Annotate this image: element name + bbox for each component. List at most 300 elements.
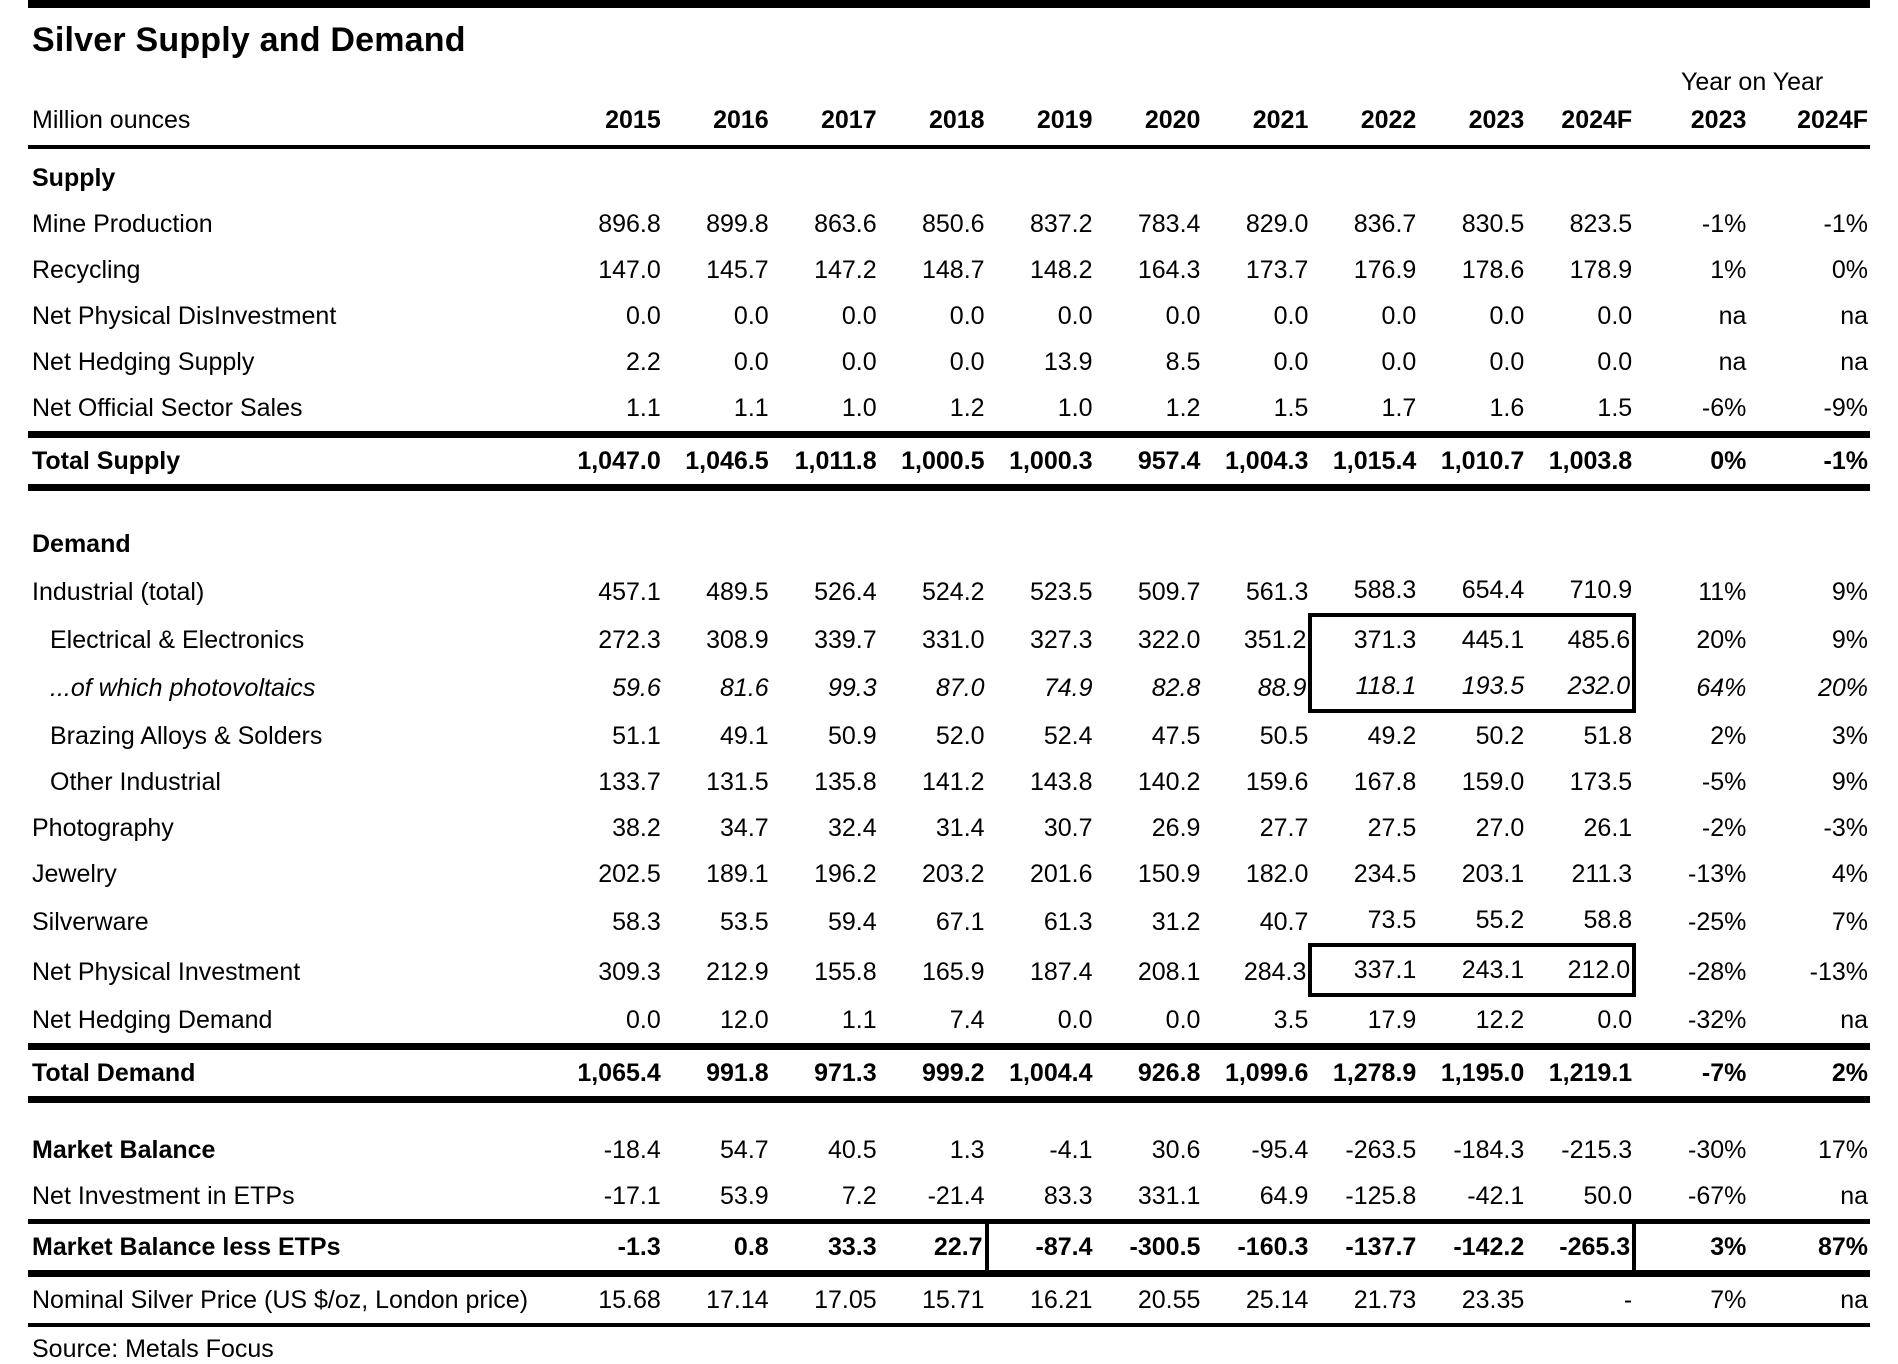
value-cell — [1310, 147, 1418, 201]
value-cell — [1634, 515, 1748, 567]
table-row — [28, 805, 1870, 851]
value-cell: 850.6 — [922, 210, 985, 238]
value-cell: -32% — [1688, 1006, 1747, 1034]
value-cell: 31.2 — [1151, 908, 1201, 936]
value-cell: 0.0 — [1057, 302, 1093, 330]
value-cell: 22.7 — [879, 1222, 987, 1274]
value-cell: 3% — [1634, 1222, 1748, 1274]
value-cell: 58.3 — [612, 908, 661, 936]
value-cell: -17.1 — [603, 1182, 661, 1210]
value-cell — [663, 515, 771, 567]
value-cell: 208.1 — [1137, 958, 1201, 986]
value-cell: -2% — [1701, 814, 1747, 842]
value-cell: 1% — [1710, 256, 1747, 284]
value-cell: 17.14 — [663, 1274, 771, 1326]
value-cell: 187.4 — [1029, 958, 1093, 986]
value-cell: 0.0 — [625, 1006, 661, 1034]
row-label: Jewelry — [32, 860, 117, 888]
value-cell: 0.0 — [1381, 302, 1417, 330]
value-cell: 1,011.8 — [771, 435, 879, 488]
value-cell: 61.3 — [1043, 908, 1093, 936]
value-cell — [1748, 147, 1870, 201]
value-cell: 159.6 — [1245, 768, 1309, 796]
value-cell: 0.0 — [841, 302, 877, 330]
value-cell: 1,219.1 — [1526, 1047, 1634, 1100]
value-cell — [879, 515, 987, 567]
value-cell: 351.2 — [1243, 626, 1307, 654]
table-row — [28, 615, 1870, 663]
table-row — [28, 435, 1870, 488]
value-cell: na — [1840, 1182, 1868, 1210]
column-header-2017: 2017 — [771, 97, 879, 147]
value-cell: -13% — [1688, 860, 1747, 888]
value-cell: 331.1 — [1137, 1182, 1201, 1210]
value-cell — [663, 147, 771, 201]
value-cell: -1% — [1748, 435, 1870, 488]
value-cell: 8.5 — [1165, 348, 1201, 376]
value-cell: -215.3 — [1561, 1136, 1633, 1164]
unit-label: Million ounces — [28, 97, 555, 147]
value-cell: 82.8 — [1151, 674, 1201, 702]
value-cell: 147.2 — [814, 256, 877, 284]
value-cell: 371.3 — [1310, 615, 1418, 663]
table-row — [28, 1222, 1870, 1274]
value-cell: -28% — [1688, 958, 1747, 986]
table-row — [28, 567, 1870, 615]
row-label: Recycling — [32, 256, 141, 284]
value-cell: 118.1 — [1310, 663, 1418, 711]
value-cell: 309.3 — [598, 958, 661, 986]
value-cell: 322.0 — [1137, 626, 1201, 654]
value-cell: 47.5 — [1151, 722, 1201, 750]
value-cell: 1.1 — [841, 1006, 877, 1034]
table-row — [28, 385, 1870, 435]
value-cell: 971.3 — [771, 1047, 879, 1100]
value-cell: 53.5 — [720, 908, 769, 936]
row-label: Total Demand — [28, 1047, 555, 1100]
value-cell: 823.5 — [1569, 210, 1633, 238]
value-cell: -3% — [1823, 814, 1868, 842]
value-cell: 7.4 — [949, 1006, 985, 1034]
value-cell: 73.5 — [1367, 906, 1417, 934]
value-cell: -87.4 — [987, 1222, 1095, 1274]
value-cell: 1.0 — [841, 394, 877, 422]
value-cell: 2.2 — [625, 348, 661, 376]
value-cell: 9% — [1831, 768, 1868, 796]
column-header-2024F: 2024F — [1526, 97, 1634, 147]
value-cell: 23.35 — [1418, 1274, 1526, 1326]
value-cell: 1.6 — [1489, 394, 1525, 422]
value-cell: 7.2 — [841, 1182, 877, 1210]
value-cell: 50.9 — [827, 722, 877, 750]
column-header-2015: 2015 — [555, 97, 663, 147]
value-cell: 1.2 — [1165, 394, 1201, 422]
spacer-cell — [28, 488, 1870, 516]
value-cell: 0.0 — [1489, 348, 1525, 376]
value-cell: 284.3 — [1243, 958, 1307, 986]
value-cell: 0.0 — [1597, 1006, 1633, 1034]
value-cell: 0.0 — [1057, 1006, 1093, 1034]
value-cell: 64% — [1696, 674, 1747, 702]
value-cell: 7% — [1831, 908, 1868, 936]
value-cell: 53.9 — [720, 1182, 769, 1210]
value-cell: 308.9 — [706, 626, 769, 654]
value-cell: 524.2 — [922, 578, 985, 606]
yoy-column-header-2024F: 2024F — [1748, 97, 1870, 147]
column-header-2022: 2022 — [1310, 97, 1418, 147]
value-cell: -25% — [1688, 908, 1747, 936]
value-cell: 182.0 — [1245, 860, 1309, 888]
value-cell: 176.9 — [1353, 256, 1417, 284]
row-label: Market Balance less ETPs — [28, 1222, 555, 1274]
spacer-cell — [28, 1100, 1870, 1128]
row-label: Brazing Alloys & Solders — [50, 722, 323, 750]
table-row — [28, 759, 1870, 805]
value-cell: 150.9 — [1137, 860, 1201, 888]
value-cell: 15.71 — [879, 1274, 987, 1326]
row-label: Net Official Sector Sales — [32, 394, 303, 422]
value-cell: -42.1 — [1467, 1182, 1525, 1210]
table-row — [28, 488, 1870, 516]
supply-demand-table — [28, 65, 1870, 1327]
yoy-column-header-2023: 2023 — [1634, 97, 1748, 147]
value-cell: 272.3 — [598, 626, 661, 654]
value-cell — [1310, 515, 1418, 567]
value-cell: 7% — [1634, 1274, 1748, 1326]
table-row — [28, 897, 1870, 945]
value-cell: 27.5 — [1367, 814, 1417, 842]
value-cell: 148.7 — [922, 256, 985, 284]
value-cell: 27.0 — [1475, 814, 1525, 842]
value-cell: 33.3 — [771, 1222, 879, 1274]
value-cell: 11% — [1698, 578, 1747, 606]
table-row — [28, 995, 1870, 1047]
value-cell: 54.7 — [720, 1136, 769, 1164]
value-cell: 131.5 — [706, 768, 769, 796]
value-cell: 243.1 — [1418, 945, 1526, 995]
header-spacer — [28, 65, 1634, 97]
value-cell: 327.3 — [1029, 626, 1093, 654]
value-cell — [1202, 515, 1310, 567]
value-cell — [555, 147, 663, 201]
row-label: Demand — [32, 530, 131, 558]
row-label: Mine Production — [32, 210, 213, 238]
value-cell: 1,278.9 — [1310, 1047, 1418, 1100]
value-cell: 141.2 — [922, 768, 985, 796]
row-label: Net Investment in ETPs — [32, 1182, 295, 1210]
value-cell: 15.68 — [555, 1274, 663, 1326]
page-title: Silver Supply and Demand — [32, 21, 466, 59]
value-cell: 2% — [1748, 1047, 1870, 1100]
column-header-2023: 2023 — [1418, 97, 1526, 147]
column-header-2020: 2020 — [1095, 97, 1203, 147]
value-cell: 50.2 — [1475, 722, 1525, 750]
value-cell: 52.4 — [1043, 722, 1093, 750]
value-cell: 40.5 — [827, 1136, 877, 1164]
value-cell: 0.0 — [949, 302, 985, 330]
value-cell: 25.14 — [1202, 1274, 1310, 1326]
value-cell: 1.1 — [733, 394, 769, 422]
table-row — [28, 1127, 1870, 1173]
value-cell: 17% — [1817, 1136, 1868, 1164]
year-on-year-header-row — [28, 65, 1870, 97]
value-cell: 0.0 — [1597, 348, 1633, 376]
value-cell: 0.0 — [1165, 1006, 1201, 1034]
value-cell: 211.3 — [1571, 860, 1633, 888]
value-cell: 87.0 — [935, 674, 985, 702]
value-cell: -125.8 — [1345, 1182, 1417, 1210]
value-cell: 0.0 — [733, 348, 769, 376]
value-cell: 164.3 — [1137, 256, 1201, 284]
value-cell: 0.8 — [663, 1222, 771, 1274]
value-cell: 16.21 — [987, 1274, 1095, 1326]
value-cell: 26.9 — [1151, 814, 1201, 842]
value-cell: -9% — [1823, 394, 1868, 422]
value-cell: 863.6 — [814, 210, 877, 238]
value-cell: -1% — [1701, 210, 1747, 238]
value-cell: 148.2 — [1029, 256, 1093, 284]
value-cell: 9% — [1831, 626, 1868, 654]
row-label: Supply — [32, 164, 116, 192]
value-cell — [1095, 147, 1203, 201]
value-cell: 135.8 — [814, 768, 877, 796]
value-cell: 52.0 — [935, 722, 985, 750]
value-cell: 1.7 — [1381, 394, 1417, 422]
row-label: Industrial (total) — [32, 578, 205, 606]
value-cell: 999.2 — [879, 1047, 987, 1100]
row-label: ...of which photovoltaics — [50, 674, 316, 702]
value-cell: -1% — [1823, 210, 1868, 238]
value-cell: 167.8 — [1353, 768, 1417, 796]
value-cell: 3.5 — [1273, 1006, 1309, 1034]
value-cell: 59.6 — [612, 674, 661, 702]
value-cell: 1.1 — [625, 394, 661, 422]
value-cell: 165.9 — [922, 958, 985, 986]
value-cell: -137.7 — [1310, 1222, 1418, 1274]
value-cell: 783.4 — [1137, 210, 1201, 238]
value-cell: 212.9 — [706, 958, 769, 986]
value-cell: 50.5 — [1259, 722, 1309, 750]
value-cell: 0.0 — [733, 302, 769, 330]
column-header-2016: 2016 — [663, 97, 771, 147]
value-cell: -30% — [1688, 1136, 1747, 1164]
table-row — [28, 663, 1870, 711]
value-cell: 145.7 — [706, 256, 769, 284]
value-cell: 99.3 — [827, 674, 877, 702]
value-cell: 30.7 — [1043, 814, 1093, 842]
value-cell — [1748, 515, 1870, 567]
value-cell: 31.4 — [935, 814, 985, 842]
value-cell: 173.5 — [1569, 768, 1633, 796]
value-cell: 0% — [1831, 256, 1868, 284]
value-cell — [987, 147, 1095, 201]
row-label: Net Physical Investment — [32, 958, 301, 986]
value-cell: 829.0 — [1245, 210, 1309, 238]
value-cell: 143.8 — [1029, 768, 1093, 796]
value-cell: -263.5 — [1345, 1136, 1417, 1164]
value-cell: 87% — [1748, 1222, 1870, 1274]
value-cell: 523.5 — [1029, 578, 1093, 606]
value-cell: 1.3 — [949, 1136, 985, 1164]
value-cell: na — [1748, 1274, 1870, 1326]
value-cell: 339.7 — [814, 626, 877, 654]
value-cell: 1.0 — [1057, 394, 1093, 422]
value-cell: 1.2 — [949, 394, 985, 422]
table-row — [28, 851, 1870, 897]
value-cell: 957.4 — [1095, 435, 1203, 488]
value-cell — [771, 147, 879, 201]
value-cell: -4.1 — [1049, 1136, 1093, 1164]
value-cell: 193.5 — [1418, 663, 1526, 711]
value-cell: 485.6 — [1526, 615, 1634, 663]
value-cell: 159.0 — [1461, 768, 1525, 796]
value-cell: 457.1 — [598, 578, 661, 606]
value-cell — [1095, 515, 1203, 567]
table-row — [28, 201, 1870, 247]
value-cell: 4% — [1831, 860, 1868, 888]
value-cell: 1.5 — [1273, 394, 1309, 422]
value-cell: 178.9 — [1569, 256, 1633, 284]
value-cell — [1418, 515, 1526, 567]
value-cell: 0% — [1634, 435, 1748, 488]
row-label: Nominal Silver Price (US $/oz, London price) — [28, 1274, 555, 1326]
value-cell: 836.7 — [1353, 210, 1417, 238]
value-cell: 710.9 — [1569, 576, 1633, 604]
value-cell: 38.2 — [612, 814, 661, 842]
column-header-2019: 2019 — [987, 97, 1095, 147]
value-cell: 588.3 — [1353, 576, 1417, 604]
value-cell: 0.0 — [625, 302, 661, 330]
table-row — [28, 247, 1870, 293]
value-cell: 67.1 — [935, 908, 985, 936]
value-cell: 830.5 — [1461, 210, 1525, 238]
value-cell: 203.1 — [1461, 860, 1525, 888]
value-cell — [1526, 147, 1634, 201]
value-cell: 509.7 — [1137, 578, 1201, 606]
value-cell: 337.1 — [1310, 945, 1418, 995]
value-cell: 83.3 — [1043, 1182, 1093, 1210]
value-cell: 1,004.4 — [987, 1047, 1095, 1100]
value-cell: 232.0 — [1526, 663, 1634, 711]
value-cell: 55.2 — [1475, 906, 1525, 934]
value-cell: 1,099.6 — [1202, 1047, 1310, 1100]
value-cell: 40.7 — [1259, 908, 1309, 936]
value-cell: 1,000.3 — [987, 435, 1095, 488]
value-cell: 1,047.0 — [555, 435, 663, 488]
value-cell: 212.0 — [1526, 945, 1634, 995]
value-cell: 3% — [1831, 722, 1868, 750]
value-cell: 133.7 — [598, 768, 661, 796]
value-cell — [1418, 147, 1526, 201]
value-cell: 331.0 — [922, 626, 985, 654]
value-cell: 0.0 — [1273, 348, 1309, 376]
table-row — [28, 515, 1870, 567]
value-cell — [1634, 147, 1748, 201]
value-cell: -6% — [1701, 394, 1747, 422]
value-cell: -160.3 — [1202, 1222, 1310, 1274]
value-cell: 1,004.3 — [1202, 435, 1310, 488]
value-cell: 1,065.4 — [555, 1047, 663, 1100]
value-cell: na — [1718, 348, 1747, 376]
value-cell: 147.0 — [598, 256, 661, 284]
value-cell: 20% — [1817, 674, 1868, 702]
value-cell: 899.8 — [706, 210, 769, 238]
value-cell: 58.8 — [1583, 906, 1633, 934]
value-cell: 0.0 — [1597, 302, 1633, 330]
value-cell: 49.2 — [1367, 722, 1417, 750]
value-cell: -184.3 — [1453, 1136, 1525, 1164]
value-cell: 32.4 — [827, 814, 877, 842]
value-cell: 17.9 — [1367, 1006, 1417, 1034]
value-cell: -7% — [1634, 1047, 1748, 1100]
table-row — [28, 147, 1870, 201]
value-cell: 173.7 — [1245, 256, 1309, 284]
table-row — [28, 1100, 1870, 1128]
table-row — [28, 293, 1870, 339]
table-row — [28, 711, 1870, 759]
column-header-row — [28, 97, 1870, 147]
value-cell: 1,046.5 — [663, 435, 771, 488]
value-cell: -5% — [1701, 768, 1747, 796]
value-cell: 561.3 — [1245, 578, 1309, 606]
value-cell: 17.05 — [771, 1274, 879, 1326]
value-cell: 12.0 — [720, 1006, 769, 1034]
value-cell: -13% — [1809, 958, 1868, 986]
table-row — [28, 339, 1870, 385]
row-label: Net Hedging Demand — [32, 1006, 273, 1034]
value-cell: 21.73 — [1310, 1274, 1418, 1326]
value-cell: 0.0 — [1273, 302, 1309, 330]
value-cell: 50.0 — [1583, 1182, 1633, 1210]
table-row — [28, 1173, 1870, 1222]
value-cell: 1.5 — [1597, 394, 1633, 422]
value-cell: 1,015.4 — [1310, 435, 1418, 488]
value-cell: 189.1 — [706, 860, 769, 888]
value-cell: 1,195.0 — [1418, 1047, 1526, 1100]
value-cell: 51.1 — [612, 722, 661, 750]
value-cell — [879, 147, 987, 201]
value-cell — [987, 515, 1095, 567]
value-cell: 27.7 — [1259, 814, 1309, 842]
value-cell: 74.9 — [1043, 674, 1093, 702]
value-cell: 896.8 — [598, 210, 661, 238]
value-cell: -21.4 — [927, 1182, 985, 1210]
value-cell: 12.2 — [1475, 1006, 1525, 1034]
value-cell: 155.8 — [814, 958, 877, 986]
value-cell: 489.5 — [706, 578, 769, 606]
value-cell — [771, 515, 879, 567]
value-cell: -67% — [1688, 1182, 1747, 1210]
value-cell: 49.1 — [720, 722, 769, 750]
value-cell: 1,003.8 — [1526, 435, 1634, 488]
value-cell: 926.8 — [1095, 1047, 1203, 1100]
value-cell: 2% — [1710, 722, 1747, 750]
column-header-2021: 2021 — [1202, 97, 1310, 147]
value-cell: 140.2 — [1137, 768, 1201, 796]
value-cell: 0.0 — [1381, 348, 1417, 376]
value-cell: 201.6 — [1029, 860, 1093, 888]
row-label: Other Industrial — [50, 768, 221, 796]
value-cell: - — [1526, 1274, 1634, 1326]
value-cell — [1202, 147, 1310, 201]
row-label: Total Supply — [28, 435, 555, 488]
row-label: Net Physical DisInvestment — [32, 302, 337, 330]
value-cell: 654.4 — [1461, 576, 1525, 604]
value-cell: 51.8 — [1583, 722, 1633, 750]
value-cell: 20.55 — [1095, 1274, 1203, 1326]
value-cell: -300.5 — [1095, 1222, 1203, 1274]
source-note: Source: Metals Focus — [32, 1335, 274, 1363]
